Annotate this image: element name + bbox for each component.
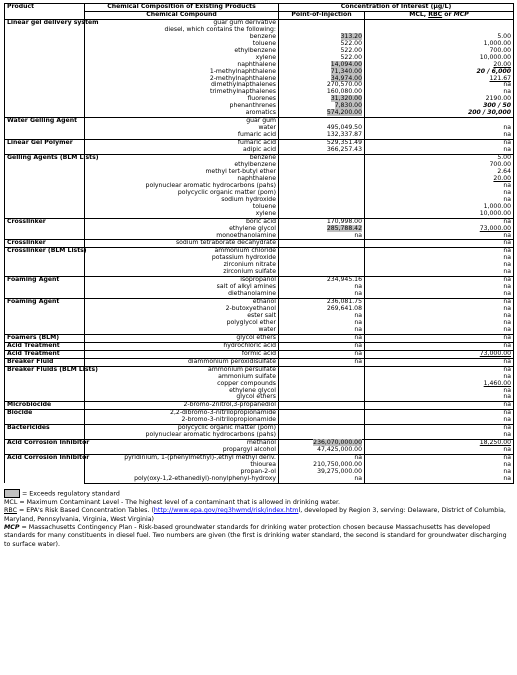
standard-value: 73,000.00 <box>365 350 514 358</box>
standard-value <box>365 118 514 125</box>
point-of-injection-value <box>279 381 365 388</box>
standard-value: na <box>365 269 514 276</box>
product-name: Crosslinker <box>5 218 85 240</box>
chemical-compound: methyl tert-butyl ether <box>85 169 279 176</box>
standard-value <box>365 27 514 34</box>
chemical-compound: diesel, which contains the following: <box>85 27 279 34</box>
standard-value <box>365 19 514 26</box>
point-of-injection-value: 170,998.00 <box>279 218 365 225</box>
product-name: Breaker Fluid <box>5 358 85 366</box>
point-of-injection-value: na <box>279 291 365 298</box>
chemical-compound: polycyclic organic matter (pom) <box>85 425 279 432</box>
chemical-compound: aromatics <box>85 110 279 117</box>
product-name: Acid Corrosion Inhibitor <box>5 440 85 455</box>
point-of-injection-value: 236,070,000.00 <box>279 440 365 447</box>
standard-value: na <box>365 140 514 147</box>
chemical-compound: sodium tetraborate decahydrate <box>85 240 279 248</box>
chemical-compound: propargyl alcohol <box>85 447 279 454</box>
chemical-compound: 1-methylnaphthalene <box>85 69 279 76</box>
chemical-compound: polynuclear aromatic hydrocarbons (pahs) <box>85 183 279 190</box>
chemical-compound: 2-methylnaphthalene <box>85 76 279 83</box>
standard-value: 700.00 <box>365 162 514 169</box>
point-of-injection-value <box>279 155 365 162</box>
point-of-injection-value: na <box>279 284 365 291</box>
point-of-injection-value: na <box>279 342 365 350</box>
chemical-compound: fumaric acid <box>85 140 279 147</box>
chemical-compound: propan-2-ol <box>85 469 279 476</box>
point-of-injection-value: 210,750,000.00 <box>279 462 365 469</box>
chemical-compound: diethanolamine <box>85 291 279 298</box>
point-of-injection-value: na <box>279 233 365 240</box>
chemical-compound: naphthalene <box>85 176 279 183</box>
chemical-compound: phenanthrenes <box>85 103 279 110</box>
standard-value: na <box>365 469 514 476</box>
col-header-standard: MCL, RBC or MCP <box>365 11 514 19</box>
point-of-injection-value: 39,275,000.00 <box>279 469 365 476</box>
standard-value: na <box>365 255 514 262</box>
point-of-injection-value: 270,570.00 <box>279 82 365 89</box>
standard-value: 10,000.00 <box>365 211 514 218</box>
chemical-compound: monoethanolamine <box>85 233 279 240</box>
standard-value: na <box>365 417 514 424</box>
standard-value: na <box>365 248 514 255</box>
table-row <box>5 358 514 366</box>
chemical-compound: copper compounds <box>85 381 279 388</box>
standard-value: na <box>365 132 514 139</box>
standard-value: na <box>365 233 514 240</box>
point-of-injection-value: 160,080.00 <box>279 89 365 96</box>
chemical-compound: potassium hydroxide <box>85 255 279 262</box>
chemical-compound: 2-bromo-3-nitrilopropionamide <box>85 417 279 424</box>
standard-value: 20.00 <box>365 62 514 69</box>
standard-value: 700.00 <box>365 48 514 55</box>
standard-value: 20.00 <box>365 176 514 183</box>
chemical-compound: 2-butoxyethanol <box>85 306 279 313</box>
standard-value: na <box>365 262 514 269</box>
chemical-compound: xylene <box>85 211 279 218</box>
standard-value: 5.00 <box>365 34 514 41</box>
product-name: Crosslinker (BLM Lists) <box>5 248 85 277</box>
standard-value: na <box>365 306 514 313</box>
standard-value: na <box>365 183 514 190</box>
chemical-compound: adipic acid <box>85 147 279 154</box>
chemical-compound: diammonium peroxidisulfate <box>85 358 279 366</box>
chemical-compound: ammonium chloride <box>85 248 279 255</box>
standard-value: 1,000.00 <box>365 204 514 211</box>
standard-value: na <box>365 342 514 350</box>
standard-value: na <box>365 455 514 462</box>
point-of-injection-value <box>279 417 365 424</box>
chemical-compound: dimethylnapthalenes <box>85 82 279 89</box>
table-body <box>5 19 514 483</box>
standard-value: na <box>365 394 514 401</box>
chemical-compound: water <box>85 125 279 132</box>
chemical-compound: ethylbenzene <box>85 162 279 169</box>
standard-value: na <box>365 299 514 306</box>
point-of-injection-value: na <box>279 320 365 327</box>
chemical-compound: ethylene glycol <box>85 226 279 233</box>
standard-value: na <box>365 402 514 410</box>
standard-value: 20 / 6,000 <box>365 69 514 76</box>
page <box>4 3 513 549</box>
standard-value: na <box>365 320 514 327</box>
point-of-injection-value: 313.20 <box>279 34 365 41</box>
chemical-compound: 2-bromo-2nitrol,3-propanediol <box>85 402 279 410</box>
standard-value: na <box>365 358 514 366</box>
standard-value: na <box>365 410 514 417</box>
point-of-injection-value <box>279 255 365 262</box>
standard-value: na <box>365 240 514 248</box>
chemical-compound: polynuclear aromatic hydrocarbons (pahs) <box>85 432 279 439</box>
chemical-compound: thiourea <box>85 462 279 469</box>
point-of-injection-value: 132,337.87 <box>279 132 365 139</box>
point-of-injection-value <box>279 176 365 183</box>
product-name: Water Gelling Agent <box>5 118 85 140</box>
chemical-compound: zirconium nitrate <box>85 262 279 269</box>
point-of-injection-value: 269,641.08 <box>279 306 365 313</box>
standard-value: na <box>365 388 514 395</box>
legend-mcl: MCL = Maximum Contaminant Level - The highest level of a contaminant that is allowed in drinking water. <box>4 498 340 506</box>
standard-value: na <box>365 425 514 432</box>
point-of-injection-value: na <box>279 327 365 334</box>
product-name: Linear gel delivery system <box>5 19 85 117</box>
point-of-injection-value: na <box>279 334 365 342</box>
chemical-compound: benzene <box>85 34 279 41</box>
standard-value: na <box>365 284 514 291</box>
point-of-injection-value <box>279 374 365 381</box>
point-of-injection-value: na <box>279 455 365 462</box>
point-of-injection-value <box>279 262 365 269</box>
standard-value: na <box>365 125 514 132</box>
point-of-injection-value: na <box>279 350 365 358</box>
product-name: Linear Gel Polymer <box>5 140 85 155</box>
point-of-injection-value <box>279 190 365 197</box>
point-of-injection-value: na <box>279 358 365 366</box>
chemical-compound: ester salt <box>85 313 279 320</box>
standard-value: 2.64 <box>365 169 514 176</box>
point-of-injection-value: 574,200.00 <box>279 110 365 117</box>
standard-value: 200 / 30,000 <box>365 110 514 117</box>
standard-value: na <box>365 476 514 483</box>
chemical-compound: boric acid <box>85 218 279 225</box>
chemical-compound: ethanol <box>85 299 279 306</box>
product-name: Breaker Fluids (BLM Lists) <box>5 366 85 402</box>
point-of-injection-value <box>279 204 365 211</box>
chemical-compound: pyridinium, 1-(phenylmethyl)-,ethyl methyl deriv. <box>85 455 279 462</box>
rbc-link[interactable]: http://www.epa.gov/reg3hwmd/risk/index.htm <box>153 507 299 515</box>
chemical-compound: fumaric acid <box>85 132 279 139</box>
standard-value: na <box>365 462 514 469</box>
col-header-product: Product <box>5 4 85 20</box>
standard-value: na <box>365 218 514 225</box>
standard-value: 121.67 <box>365 76 514 83</box>
point-of-injection-value: na <box>279 313 365 320</box>
standard-value: 18,250.00 <box>365 440 514 447</box>
standard-value: na <box>365 89 514 96</box>
chemical-compound: 2,2-dibromo-3-nitrilopropionamide <box>85 410 279 417</box>
chemical-compound: ethylene glycol <box>85 388 279 395</box>
legend-exceeds: = Exceeds regulatory standard <box>4 489 513 499</box>
chemical-compound: glycol ethers <box>85 394 279 401</box>
point-of-injection-value <box>279 197 365 204</box>
product-name: Acid Corrosion Inhibitor <box>5 455 85 484</box>
standard-value: na <box>365 190 514 197</box>
point-of-injection-value <box>279 240 365 248</box>
product-name: Biocide <box>5 410 85 425</box>
chemical-compound: water <box>85 327 279 334</box>
standard-value: 2190.00 <box>365 96 514 103</box>
chemical-compound: glycol ethers <box>85 334 279 342</box>
chemical-compound: formic acid <box>85 350 279 358</box>
point-of-injection-value <box>279 169 365 176</box>
chemical-compound: ammonium persulfate <box>85 366 279 373</box>
col-header-concentration: Concentration of Interest (µg/L) <box>279 4 514 12</box>
product-name: Acid Treatment <box>5 350 85 358</box>
standard-value: na <box>365 291 514 298</box>
point-of-injection-value <box>279 425 365 432</box>
point-of-injection-value <box>279 366 365 373</box>
product-name: Foaming Agent <box>5 299 85 335</box>
chemical-compound: isopropanol <box>85 277 279 284</box>
standard-value: na <box>365 277 514 284</box>
point-of-injection-value: 14,094.00 <box>279 62 365 69</box>
point-of-injection-value: 522.00 <box>279 55 365 62</box>
point-of-injection-value <box>279 162 365 169</box>
point-of-injection-value: 366,257.43 <box>279 147 365 154</box>
point-of-injection-value: 47,425,000.00 <box>279 447 365 454</box>
standard-value: na <box>365 147 514 154</box>
standard-value: 5.00 <box>365 155 514 162</box>
point-of-injection-value: 31,320.00 <box>279 96 365 103</box>
standard-value: na <box>365 432 514 439</box>
chemical-compound: ethylbenzene <box>85 48 279 55</box>
point-of-injection-value <box>279 402 365 410</box>
standard-value: 1,460.00 <box>365 381 514 388</box>
point-of-injection-value: 34,974.00 <box>279 76 365 83</box>
chemical-compound: toluene <box>85 41 279 48</box>
point-of-injection-value <box>279 19 365 26</box>
product-name: Acid Treatment <box>5 342 85 350</box>
standard-value: na <box>365 374 514 381</box>
chemical-compound: guar gum derivative <box>85 19 279 26</box>
point-of-injection-value <box>279 410 365 417</box>
point-of-injection-value: 522.00 <box>279 41 365 48</box>
col-header-poi: Point-of-Injection <box>279 11 365 19</box>
standard-value: 10,000.00 <box>365 55 514 62</box>
chemical-compound: xylene <box>85 55 279 62</box>
shade-swatch <box>4 489 20 498</box>
standard-value: na <box>365 334 514 342</box>
chemical-compound: salt of alkyl amines <box>85 284 279 291</box>
chemical-compound: poly(oxy-1,2-ethanediyl)-nonylphenyl-hydroxy <box>85 476 279 483</box>
standard-value: na <box>365 313 514 320</box>
chemical-compound: sodium hydroxide <box>85 197 279 204</box>
point-of-injection-value: 285,788.42 <box>279 226 365 233</box>
point-of-injection-value: 234,945.16 <box>279 277 365 284</box>
standard-value: na <box>365 197 514 204</box>
standard-value: na <box>365 447 514 454</box>
product-name: Foamers (BLM) <box>5 334 85 342</box>
point-of-injection-value: 7,830.00 <box>279 103 365 110</box>
point-of-injection-value: 495,049.50 <box>279 125 365 132</box>
chemical-compound: guar gum <box>85 118 279 125</box>
chemical-compound: benzene <box>85 155 279 162</box>
point-of-injection-value: 236,081.75 <box>279 299 365 306</box>
chemical-compound: trimethylnapthalenes <box>85 89 279 96</box>
standard-value: na <box>365 82 514 89</box>
standard-value: na <box>365 327 514 334</box>
legend-mcp: MCP = Massachusetts Contingency Plan - Risk-based groundwater standards for drinking water protection chosen because Massachusetts has developed standards for many constituents in diesel fuel. Two numbers are given (the first is drinking water standard, the second is standard for groundwater discharging to surface water). <box>4 524 507 548</box>
table-row <box>5 350 514 358</box>
point-of-injection-value <box>279 248 365 255</box>
product-name: Microbiocide <box>5 402 85 410</box>
chemical-compound: naphthalene <box>85 62 279 69</box>
standard-value: 1,000.00 <box>365 41 514 48</box>
chemical-compound: toluene <box>85 204 279 211</box>
chemical-table <box>4 3 514 484</box>
col-header-composition: Chemical Composition of Existing Products <box>85 4 279 12</box>
product-name: Bactericides <box>5 425 85 440</box>
point-of-injection-value: na <box>279 476 365 483</box>
product-name: Foaming Agent <box>5 277 85 299</box>
legend <box>4 489 513 549</box>
chemical-compound: polyglycol ether <box>85 320 279 327</box>
product-name: Gelling Agents (BLM Lists) <box>5 155 85 219</box>
standard-value: 300 / 50 <box>365 103 514 110</box>
standard-value: na <box>365 366 514 373</box>
chemical-compound: zirconium sulfate <box>85 269 279 276</box>
chemical-compound: polycyclic organic matter (pom) <box>85 190 279 197</box>
legend-rbc: RBC = EPA's Risk Based Concentration Tables. (http://www.epa.gov/reg3hwmd/risk/index.html, developed by Region 3, serving: Delaware, District of Columbia, Maryland, Pennsylvania, Virginia, West Virginia) <box>4 507 506 523</box>
product-name: Crosslinker <box>5 240 85 248</box>
point-of-injection-value: 71,340.00 <box>279 69 365 76</box>
point-of-injection-value <box>279 394 365 401</box>
chemical-compound: hydrochloric acid <box>85 342 279 350</box>
chemical-compound: ammonium sulfate <box>85 374 279 381</box>
point-of-injection-value <box>279 183 365 190</box>
point-of-injection-value <box>279 388 365 395</box>
chemical-compound: methanol <box>85 440 279 447</box>
point-of-injection-value: 529,351.49 <box>279 140 365 147</box>
standard-value: 73,000.00 <box>365 226 514 233</box>
chemical-compound: fluorenes <box>85 96 279 103</box>
point-of-injection-value: 522.00 <box>279 48 365 55</box>
col-header-compound: Chemical Compound <box>85 11 279 19</box>
